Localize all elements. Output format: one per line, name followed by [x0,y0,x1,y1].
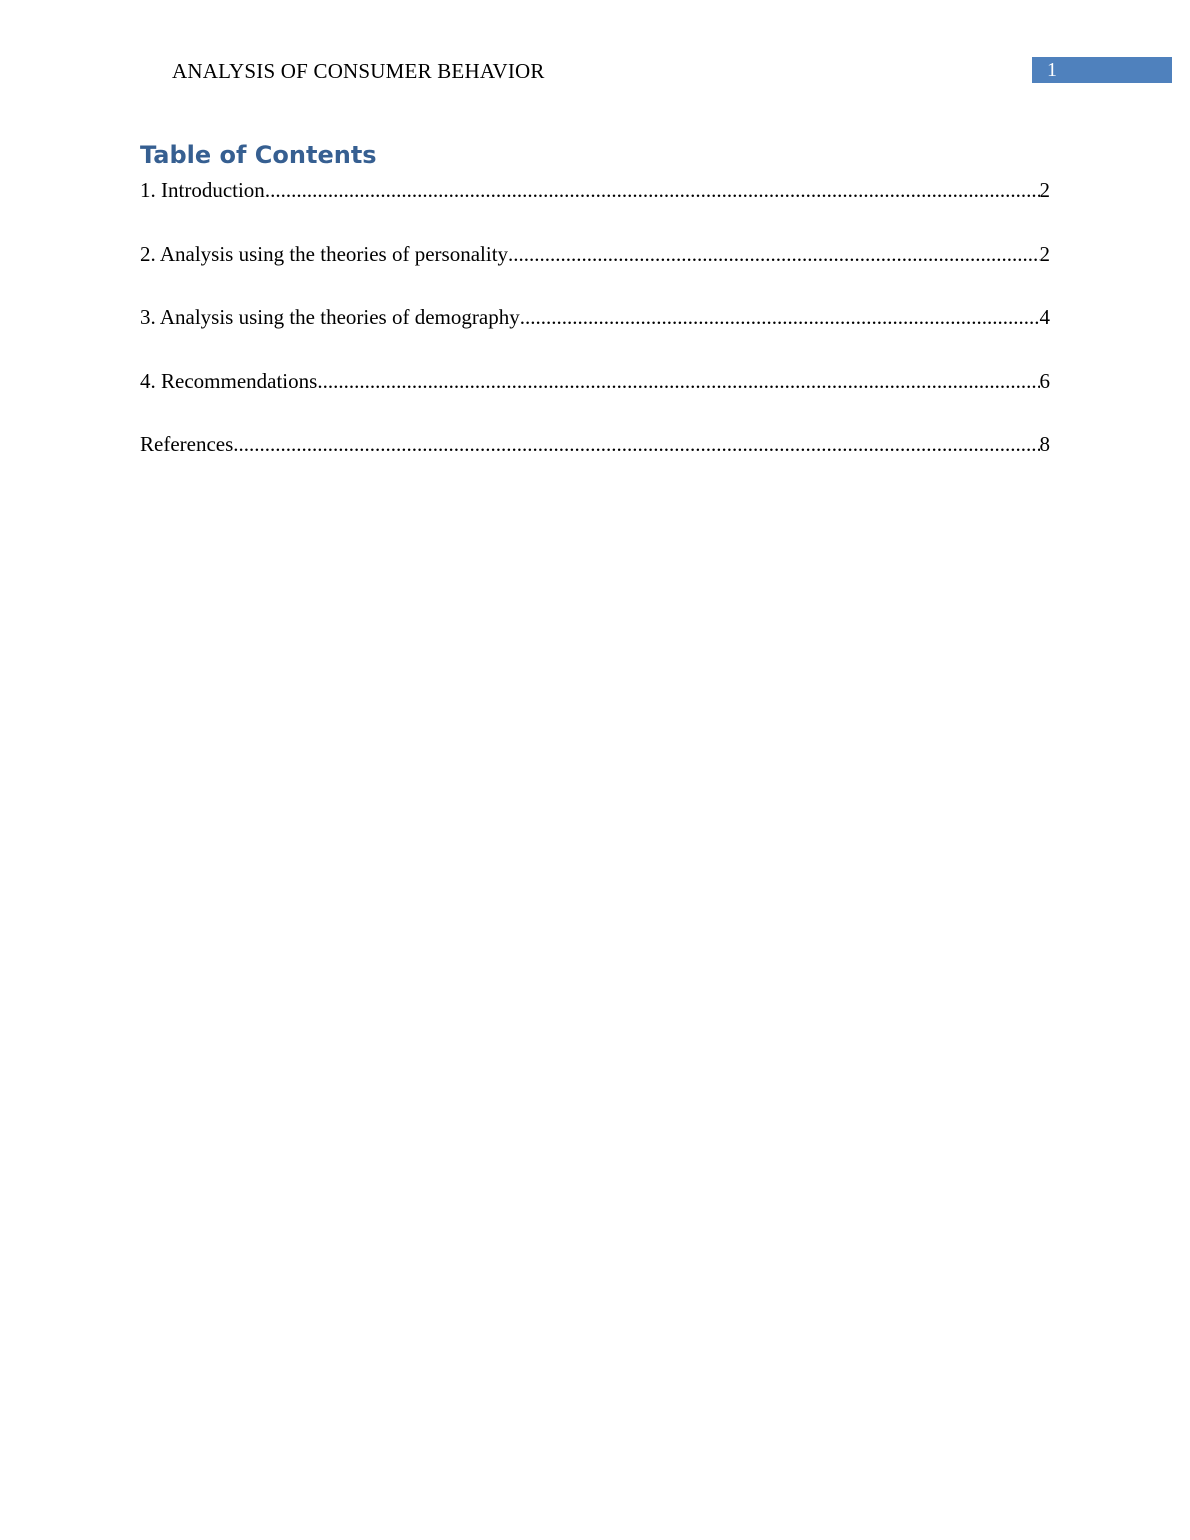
toc-entry-title: 2. Analysis using the theories of personality [140,241,509,266]
toc-heading: Table of Contents [140,141,377,169]
toc-entry-title: 3. Analysis using the theories of demography [140,305,520,329]
toc-entry-title: 1. Introduction [140,178,265,202]
page-number: 1 [1047,59,1057,81]
toc-dot-leader [265,176,1040,204]
toc-entry-title: 4. Recommendations [140,368,318,393]
toc-entry-demography[interactable] [140,303,1050,331]
toc-dot-leader [520,303,1040,331]
toc-entry-page: 2 [1039,241,1050,266]
toc-entry-references[interactable] [140,430,1050,458]
toc-entry-page: 2 [1039,178,1050,202]
toc-dot-leader [508,240,1039,268]
toc-entry-page: 6 [1039,368,1050,393]
toc-dot-leader [317,367,1039,395]
toc-list [140,176,1050,494]
page-number-box [1032,57,1172,83]
toc-entry-page: 4 [1039,305,1050,329]
toc-entry-recommendations[interactable] [140,367,1050,395]
toc-entry-page: 8 [1039,432,1050,456]
toc-entry-title: References [140,432,234,456]
running-head: ANALYSIS OF CONSUMER BEHAVIOR [172,59,545,83]
toc-entry-personality[interactable] [140,240,1050,268]
toc-dot-leader [233,430,1039,458]
toc-entry-introduction[interactable] [140,176,1050,204]
